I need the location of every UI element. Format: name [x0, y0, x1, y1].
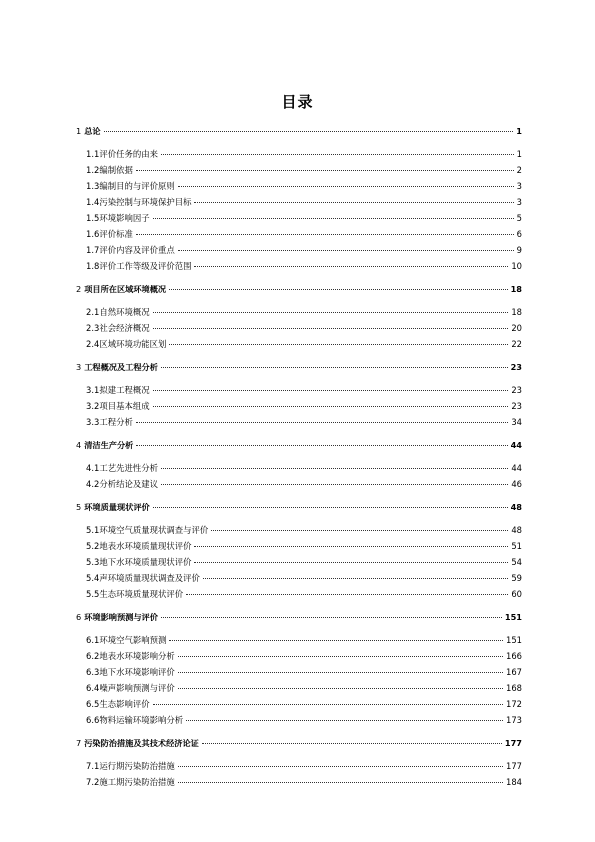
chapter-title: 环境质量现状评价 [84, 502, 150, 512]
subsection-number: 2.4 [86, 339, 100, 349]
subsection-title: 生态环境质量现状评价 [99, 589, 184, 599]
subsection-number: 1.1 [86, 149, 100, 159]
toc-subsection-entry[interactable] [76, 758, 522, 774]
subsection-page-number: 9 [516, 245, 522, 255]
toc-subsection-entry[interactable] [76, 210, 522, 226]
chapter-title: 工程概况及工程分析 [84, 362, 158, 372]
chapter-page-number: 177 [504, 738, 522, 748]
subsection-number: 1.2 [86, 165, 100, 175]
toc-subsection-entry[interactable] [76, 476, 522, 492]
subsection-title: 运行期污染防治措施 [99, 761, 175, 771]
subsection-number: 1.7 [86, 245, 100, 255]
toc-subsection-entry[interactable] [76, 258, 522, 274]
dot-leader [153, 390, 509, 391]
subsection-page-number: 3 [516, 181, 522, 191]
toc-subsection-entry[interactable] [76, 178, 522, 194]
subsection-number: 2.3 [86, 323, 100, 333]
toc-chapter-entry[interactable] [76, 359, 522, 375]
toc-subsection-entry[interactable] [76, 664, 522, 680]
dot-leader [178, 672, 503, 673]
subsection-page-number: 48 [511, 525, 522, 535]
dot-leader [136, 445, 507, 446]
chapter-number: 2 [76, 284, 82, 294]
subsection-title: 声环境质量现状调查及评价 [99, 573, 200, 583]
dot-leader [104, 131, 514, 132]
toc-subsection-entry[interactable] [76, 570, 522, 586]
toc-subsection-entry[interactable] [76, 632, 522, 648]
subsection-number: 7.1 [86, 761, 100, 771]
toc-section [76, 437, 522, 492]
subsection-number: 3.2 [86, 401, 100, 411]
subsection-number: 6.3 [86, 667, 100, 677]
dot-leader [186, 720, 503, 721]
subsection-page-number: 59 [511, 573, 522, 583]
toc-chapter-entry[interactable] [76, 609, 522, 625]
toc-subsection-entry[interactable] [76, 304, 522, 320]
subsection-title: 地下水环境质量现状评价 [99, 557, 192, 567]
subsection-number: 3.3 [86, 417, 100, 427]
toc-chapter-entry[interactable] [76, 735, 522, 751]
subsection-page-number: 151 [506, 635, 522, 645]
subsection-page-number: 3 [516, 197, 522, 207]
dot-leader [178, 766, 503, 767]
subsection-title: 工程分析 [99, 417, 133, 427]
subsection-page-number: 167 [506, 667, 522, 677]
subsection-title: 地表水环境质量现状评价 [99, 541, 192, 551]
chapter-title: 环境影响预测与评价 [84, 612, 158, 622]
chapter-number: 3 [76, 362, 82, 372]
subsection-title: 生态影响评价 [99, 699, 150, 709]
toc-subsection-entry[interactable] [76, 242, 522, 258]
dot-leader [169, 344, 508, 345]
chapter-title: 总论 [84, 126, 101, 136]
toc-section [76, 123, 522, 274]
subsection-title: 工艺先进性分析 [99, 463, 158, 473]
subsection-number: 6.4 [86, 683, 100, 693]
toc-subsection-entry[interactable] [76, 382, 522, 398]
toc-subsection-entry[interactable] [76, 398, 522, 414]
subsection-title: 噪声影响预测与评价 [99, 683, 175, 693]
subsection-page-number: 34 [511, 417, 522, 427]
toc-subsection-entry[interactable] [76, 414, 522, 430]
dot-leader [194, 546, 508, 547]
toc-section [76, 359, 522, 430]
chapter-number: 4 [76, 440, 82, 450]
dot-leader [136, 422, 509, 423]
dot-leader [161, 154, 514, 155]
subsection-page-number: 177 [506, 761, 522, 771]
subsection-title: 地下水环境影响评价 [99, 667, 175, 677]
subsection-title: 地表水环境影响分析 [99, 651, 175, 661]
dot-leader [161, 468, 508, 469]
subsection-page-number: 18 [511, 307, 522, 317]
dot-leader [161, 367, 508, 368]
toc-subsection-entry[interactable] [76, 712, 522, 728]
subsection-title: 项目基本组成 [99, 401, 150, 411]
chapter-number: 6 [76, 612, 82, 622]
subsection-page-number: 6 [516, 229, 522, 239]
toc-subsection-entry[interactable] [76, 460, 522, 476]
subsection-page-number: 173 [506, 715, 522, 725]
dot-leader [194, 266, 508, 267]
toc-section [76, 281, 522, 352]
chapter-page-number: 151 [504, 612, 522, 622]
dot-leader [153, 507, 508, 508]
subsection-number: 3.1 [86, 385, 100, 395]
dot-leader [178, 688, 503, 689]
subsection-title: 污染控制与环境保护目标 [99, 197, 192, 207]
subsection-title: 物料运输环境影响分析 [99, 715, 184, 725]
dot-leader [153, 218, 514, 219]
subsection-title: 社会经济概况 [99, 323, 150, 333]
chapter-page-number: 44 [510, 440, 522, 450]
dot-leader [136, 234, 514, 235]
dot-leader [211, 530, 508, 531]
subsection-number: 1.5 [86, 213, 100, 223]
subsection-title: 拟建工程概况 [99, 385, 150, 395]
subsection-number: 5.3 [86, 557, 100, 567]
dot-leader [178, 186, 514, 187]
chapter-number: 7 [76, 738, 82, 748]
subsection-page-number: 60 [511, 589, 522, 599]
chapter-number: 1 [76, 126, 82, 136]
toc-subsection-entry[interactable] [76, 162, 522, 178]
subsection-number: 1.4 [86, 197, 100, 207]
subsection-number: 6.2 [86, 651, 100, 661]
subsection-number: 2.1 [86, 307, 100, 317]
chapter-title: 污染防治措施及其技术经济论证 [84, 738, 199, 748]
subsection-page-number: 184 [506, 777, 522, 787]
chapter-page-number: 23 [510, 362, 522, 372]
toc-chapter-entry[interactable] [76, 437, 522, 453]
subsection-number: 6.5 [86, 699, 100, 709]
toc-subsection-entry[interactable] [76, 538, 522, 554]
subsection-page-number: 168 [506, 683, 522, 693]
dot-leader [194, 562, 508, 563]
subsection-title: 环境空气质量现状调查与评价 [99, 525, 209, 535]
dot-leader [169, 640, 503, 641]
subsection-page-number: 22 [511, 339, 522, 349]
toc-subsection-entry[interactable] [76, 194, 522, 210]
dot-leader [153, 328, 509, 329]
subsection-page-number: 10 [511, 261, 522, 271]
subsection-page-number: 51 [511, 541, 522, 551]
chapter-page-number: 48 [510, 502, 522, 512]
subsection-title: 自然环境概况 [99, 307, 150, 317]
subsection-title: 评价任务的由来 [99, 149, 158, 159]
subsection-title: 区域环境功能区划 [99, 339, 167, 349]
subsection-title: 环境影响因子 [99, 213, 150, 223]
toc-subsection-entry[interactable] [76, 696, 522, 712]
subsection-number: 7.2 [86, 777, 100, 787]
dot-leader [161, 484, 508, 485]
chapter-title: 项目所在区域环境概况 [84, 284, 167, 294]
subsection-number: 5.2 [86, 541, 100, 551]
subsection-number: 6.6 [86, 715, 100, 725]
dot-leader [203, 578, 509, 579]
toc-subsection-entry[interactable] [76, 522, 522, 538]
page-title: 目录 [281, 93, 314, 111]
subsection-page-number: 54 [511, 557, 522, 567]
dot-leader [178, 782, 503, 783]
toc-chapter-entry[interactable] [76, 499, 522, 515]
toc-chapter-entry[interactable] [76, 281, 522, 297]
subsection-page-number: 172 [506, 699, 522, 709]
subsection-number: 5.5 [86, 589, 100, 599]
subsection-page-number: 46 [511, 479, 522, 489]
toc-subsection-entry[interactable] [76, 774, 522, 790]
subsection-title: 评价内容及评价重点 [99, 245, 175, 255]
subsection-title: 编制依据 [99, 165, 133, 175]
toc-section [76, 499, 522, 602]
dot-leader [153, 406, 509, 407]
dot-leader [169, 289, 507, 290]
dot-leader [178, 656, 503, 657]
chapter-page-number: 1 [516, 126, 522, 136]
table-of-contents [76, 123, 522, 790]
toc-subsection-entry[interactable] [76, 648, 522, 664]
subsection-number: 5.4 [86, 573, 100, 583]
dot-leader [194, 202, 513, 203]
subsection-title: 施工期污染防治措施 [99, 777, 175, 787]
subsection-page-number: 2 [516, 165, 522, 175]
dot-leader [153, 312, 509, 313]
subsection-number: 1.3 [86, 181, 100, 191]
subsection-title: 编制目的与评价原则 [99, 181, 175, 191]
toc-section [76, 735, 522, 790]
subsection-number: 4.1 [86, 463, 100, 473]
toc-subsection-entry[interactable] [76, 680, 522, 696]
subsection-title: 环境空气影响预测 [99, 635, 167, 645]
dot-leader [186, 594, 508, 595]
subsection-page-number: 5 [516, 213, 522, 223]
subsection-page-number: 1 [516, 149, 522, 159]
toc-subsection-entry[interactable] [76, 336, 522, 352]
subsection-number: 5.1 [86, 525, 100, 535]
dot-leader [202, 743, 502, 744]
toc-subsection-entry[interactable] [76, 146, 522, 162]
subsection-number: 1.6 [86, 229, 100, 239]
dot-leader [178, 250, 514, 251]
subsection-title: 评价标准 [99, 229, 133, 239]
subsection-page-number: 20 [511, 323, 522, 333]
subsection-number: 1.8 [86, 261, 100, 271]
dot-leader [153, 704, 503, 705]
subsection-title: 评价工作等级及评价范围 [99, 261, 192, 271]
chapter-number: 5 [76, 502, 82, 512]
toc-section [76, 609, 522, 728]
subsection-title: 分析结论及建议 [99, 479, 158, 489]
subsection-page-number: 44 [511, 463, 522, 473]
dot-leader [161, 617, 502, 618]
subsection-number: 4.2 [86, 479, 100, 489]
subsection-page-number: 23 [511, 385, 522, 395]
chapter-page-number: 18 [510, 284, 522, 294]
subsection-number: 6.1 [86, 635, 100, 645]
toc-subsection-entry[interactable] [76, 554, 522, 570]
toc-subsection-entry[interactable] [76, 320, 522, 336]
subsection-page-number: 23 [511, 401, 522, 411]
toc-chapter-entry[interactable] [76, 123, 522, 139]
toc-subsection-entry[interactable] [76, 226, 522, 242]
chapter-title: 清洁生产分析 [84, 440, 134, 450]
subsection-page-number: 166 [506, 651, 522, 661]
dot-leader [136, 170, 514, 171]
toc-subsection-entry[interactable] [76, 586, 522, 602]
